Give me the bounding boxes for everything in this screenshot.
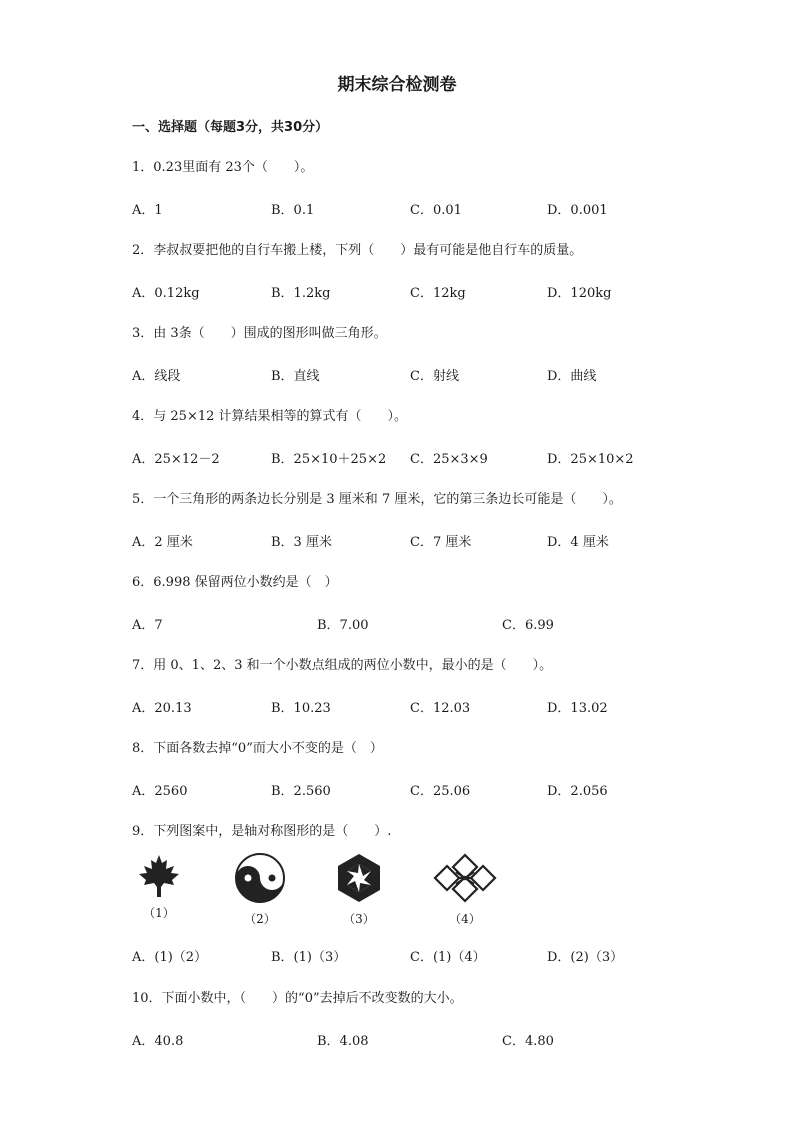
- option-d: D．2.056: [547, 784, 608, 799]
- option-c: C．4.80: [502, 1034, 554, 1049]
- options-2: [132, 282, 652, 300]
- options-10: [132, 1030, 652, 1048]
- option-c: C．12kg: [410, 286, 466, 301]
- option-b: B．7.00: [317, 618, 369, 633]
- figure-caption: （1）: [143, 906, 175, 920]
- option-b: B．10.23: [271, 701, 331, 716]
- option-c: C．0.01: [410, 203, 462, 218]
- options-7: [132, 697, 652, 715]
- option-b: B．4.08: [317, 1034, 369, 1049]
- option-b: B．1.2kg: [271, 286, 331, 301]
- option-b: B．2.560: [271, 784, 331, 799]
- options-6: [132, 614, 652, 632]
- option-c: C．25×3×9: [410, 452, 488, 467]
- option-c: C．(1)（4）: [410, 950, 486, 965]
- option-b: B．直线: [271, 369, 320, 384]
- options-9: [132, 946, 652, 964]
- option-a: A．25×12－2: [132, 452, 220, 467]
- question-1: 1．0.23里面有 23个（ ）。: [132, 160, 314, 175]
- question-6: 6．6.998 保留两位小数约是（ ）: [132, 575, 338, 590]
- section-heading: 一、选择题（每题3分，共30分）: [132, 120, 329, 135]
- option-c: C．25.06: [410, 784, 471, 799]
- maple-leaf-icon: [136, 852, 182, 898]
- option-b: B．0.1: [271, 203, 315, 218]
- option-a: A．0.12kg: [132, 286, 200, 301]
- figure-caption: （4）: [449, 912, 481, 926]
- options-5: [132, 531, 652, 549]
- option-b: B．3 厘米: [271, 535, 332, 550]
- option-b: B．(1)（3）: [271, 950, 347, 965]
- options-8: [132, 780, 652, 798]
- option-d: D．(2)（3）: [547, 950, 624, 965]
- option-a: A．2560: [132, 784, 188, 799]
- question-9: 9．下列图案中，是轴对称图形的是（ ）.: [132, 824, 392, 839]
- question-2: 2．李叔叔要把他的自行车搬上楼，下列（ ）最有可能是他自行车的质量。: [132, 243, 583, 258]
- option-c: C．射线: [410, 369, 459, 384]
- figure-caption: （3）: [343, 912, 375, 926]
- question-10: 10．下面小数中，（ ）的“0”去掉后不改变数的大小。: [132, 991, 463, 1006]
- figure-4: [430, 852, 500, 927]
- options-4: [132, 448, 652, 466]
- option-d: D．25×10×2: [547, 452, 634, 467]
- endless-knot-icon: [432, 852, 498, 904]
- question-4: 4．与 25×12 计算结果相等的算式有（ ）。: [132, 409, 408, 424]
- option-b: B．25×10＋25×2: [271, 452, 387, 467]
- option-d: D．4 厘米: [547, 535, 609, 550]
- question-7: 7．用 0、1、2、3 和一个小数点组成的两位小数中，最小的是（ ）。: [132, 658, 553, 673]
- option-a: A．(1)（2）: [132, 950, 208, 965]
- hexagon-aperture-icon: [333, 852, 385, 904]
- figure-2: [225, 852, 295, 927]
- option-c: C．7 厘米: [410, 535, 472, 550]
- option-a: A．40.8: [132, 1034, 184, 1049]
- option-c: C．12.03: [410, 701, 471, 716]
- option-d: D．13.02: [547, 701, 608, 716]
- question-8: 8．下面各数去掉“0”而大小不变的是（ ）: [132, 741, 383, 756]
- option-d: D．曲线: [547, 369, 597, 384]
- figure-row: [132, 852, 532, 932]
- page-title: 期末综合检测卷: [337, 75, 457, 95]
- figure-caption: （2）: [244, 912, 276, 926]
- option-a: A．线段: [132, 369, 181, 384]
- option-a: A．1: [132, 203, 163, 218]
- figure-1: [124, 852, 194, 921]
- question-5: 5．一个三角形的两条边长分别是 3 厘米和 7 厘米，它的第三条边长可能是（ ）。: [132, 492, 622, 507]
- options-3: [132, 365, 652, 383]
- option-d: D．120kg: [547, 286, 612, 301]
- option-a: A．7: [132, 618, 163, 633]
- option-a: A．2 厘米: [132, 535, 193, 550]
- yin-yang-icon: [234, 852, 286, 904]
- figure-3: [324, 852, 394, 927]
- options-1: [132, 199, 652, 217]
- question-3: 3．由 3条（ ）围成的图形叫做三角形。: [132, 326, 387, 341]
- option-c: C．6.99: [502, 618, 554, 633]
- option-d: D．0.001: [547, 203, 608, 218]
- option-a: A．20.13: [132, 701, 192, 716]
